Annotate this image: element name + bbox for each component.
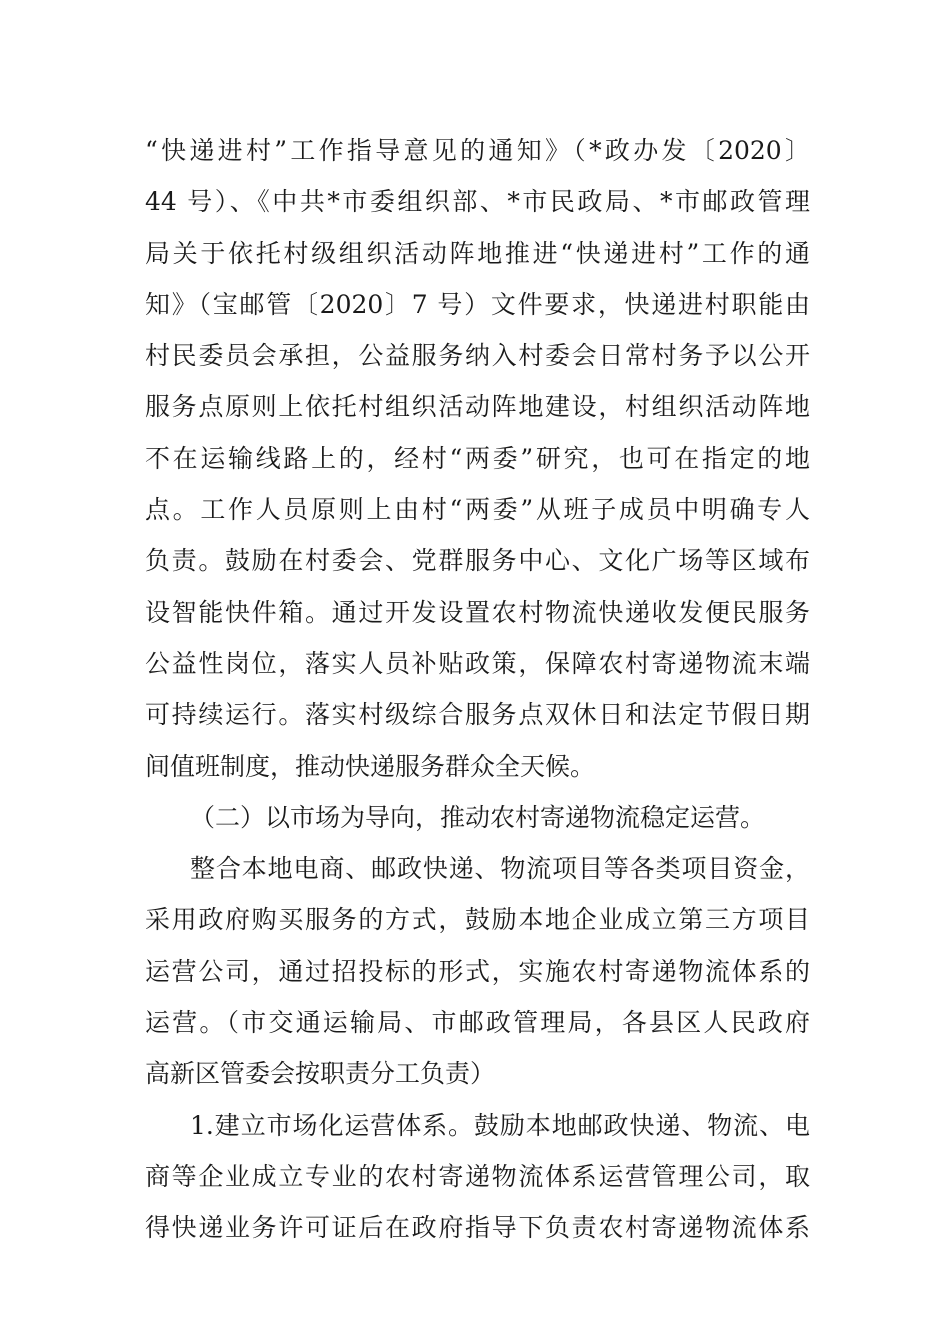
text-line: 局关于依托村级组织活动阵地推进“快递进村”工作的通 [145, 238, 810, 268]
text-line: 点。工作人员原则上由村“两委”从班子成员中明确专人 [145, 495, 810, 525]
text-line: “快递进村”工作指导意见的通知》（*政办发〔2020〕 [145, 136, 810, 165]
document-body [145, 125, 810, 1254]
paragraph-first-line: 整合本地电商、邮政快递、物流项目等各类项目资金， [190, 854, 810, 884]
text-line: 村民委员会承担，公益服务纳入村委会日常村务予以公开 [145, 341, 810, 371]
text-line: 高新区管委会按职责分工负责） [145, 1059, 496, 1089]
text-line: 可持续运行。落实村级综合服务点双休日和法定节假日期 [145, 700, 810, 730]
text-line: 设智能快件箱。通过开发设置农村物流快递收发便民服务 [145, 597, 810, 627]
text-line: 44 号）、《中共*市委组织部、*市民政局、*市邮政管理 [145, 187, 810, 217]
text-line: 服务点原则上依托村组织活动阵地建设，村组织活动阵地 [145, 392, 810, 422]
text-line: 商等企业成立专业的农村寄递物流体系运营管理公司，取 [145, 1161, 810, 1191]
text-line: 采用政府购买服务的方式，鼓励本地企业成立第三方项目 [145, 905, 810, 935]
text-line: 知》（宝邮管〔2020〕7 号）文件要求，快递进村职能由 [145, 289, 810, 319]
text-line: 得快递业务许可证后在政府指导下负责农村寄递物流体系 [145, 1213, 810, 1243]
text-line: 公益性岗位，落实人员补贴政策，保障农村寄递物流末端 [145, 648, 810, 678]
text-line: 运营公司，通过招投标的形式，实施农村寄递物流体系的 [145, 956, 810, 986]
text-line: 负责。鼓励在村委会、党群服务中心、文化广场等区域布 [145, 546, 810, 576]
text-line: 不在运输线路上的，经村“两委”研究，也可在指定的地 [145, 443, 810, 473]
section-heading: （二）以市场为导向，推动农村寄递物流稳定运营。 [190, 802, 766, 832]
text-line: 运营。（市交通运输局、市邮政管理局，各县区人民政府 [145, 1008, 810, 1038]
paragraph-first-line: 1.建立市场化运营体系。鼓励本地邮政快递、物流、电 [190, 1110, 810, 1140]
text-line: 间值班制度，推动快递服务群众全天候。 [145, 751, 596, 781]
